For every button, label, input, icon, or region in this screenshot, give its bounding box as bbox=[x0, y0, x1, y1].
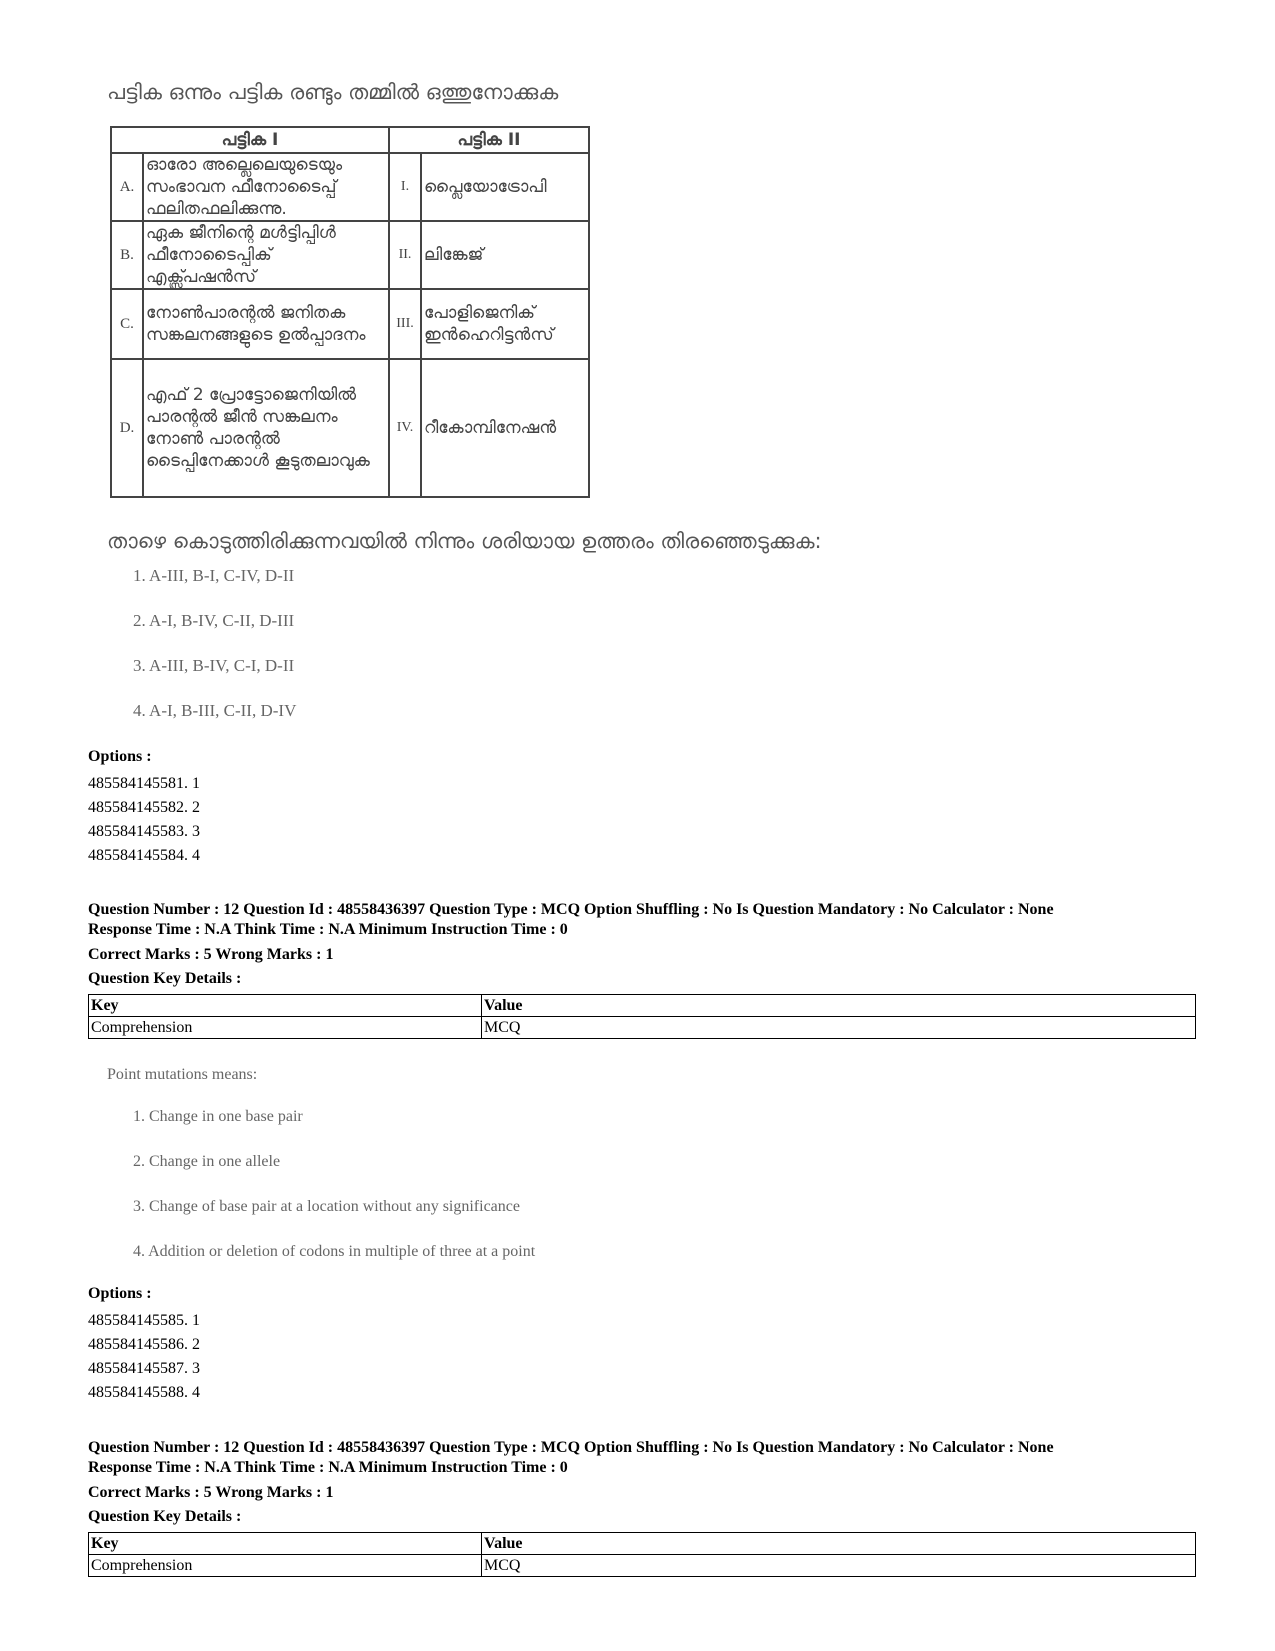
row-left-text: ഓരോ അല്ലെലെയുടെയും സംഭാവന ഫീനോടൈപ്പ് ഫലിതഫലിക്കുന്നു. bbox=[143, 153, 389, 221]
key-header: Key bbox=[89, 995, 482, 1017]
option-item: 485584145588. 4 bbox=[88, 1384, 200, 1401]
option-item: 485584145587. 3 bbox=[88, 1360, 200, 1377]
table-row bbox=[111, 289, 589, 359]
q2-options-label: Options : bbox=[88, 1285, 152, 1302]
match-table-header bbox=[111, 127, 589, 153]
row-letter: C. bbox=[111, 289, 143, 359]
q2-options bbox=[88, 1309, 200, 1405]
choice-item: 1. Change in one base pair bbox=[133, 1108, 303, 1125]
q2-key-details-label: Question Key Details : bbox=[88, 970, 242, 987]
row-roman: IV. bbox=[389, 359, 421, 497]
row-roman: III. bbox=[389, 289, 421, 359]
q1-options bbox=[88, 772, 200, 868]
choice-item: 3. A-III, B-IV, C-I, D-II bbox=[133, 656, 295, 675]
col1-header: പട്ടിക I bbox=[111, 127, 389, 153]
row-right-text: റീകോമ്പിനേഷൻ bbox=[421, 359, 589, 497]
key-cell: Comprehension bbox=[89, 1017, 482, 1039]
table-row bbox=[111, 359, 589, 497]
option-item: 485584145582. 2 bbox=[88, 799, 200, 816]
row-right-text: പോളിജെനിക് ഇൻഹെറിട്ടൻസ് bbox=[421, 289, 589, 359]
q2-key-table bbox=[88, 994, 1196, 1039]
row-letter: A. bbox=[111, 153, 143, 221]
option-item: 485584145583. 3 bbox=[88, 823, 200, 840]
key-table-header bbox=[89, 1533, 1196, 1555]
q1-instruction: താഴെ കൊടുത്തിരിക്കുന്നവയിൽ നിന്നും ശരിയായ ഉത്തരം തിരഞ്ഞെടുക്കുക: bbox=[107, 529, 822, 553]
q2-stem: Point mutations means: bbox=[107, 1066, 258, 1083]
row-roman: I. bbox=[389, 153, 421, 221]
q2-marks: Correct Marks : 5 Wrong Marks : 1 bbox=[88, 946, 334, 963]
q3-key-details-label: Question Key Details : bbox=[88, 1508, 242, 1525]
option-item: 485584145584. 4 bbox=[88, 847, 200, 864]
value-header: Value bbox=[482, 995, 1196, 1017]
row-right-text: പ്ലൈയോട്രോപി bbox=[421, 153, 589, 221]
row-roman: II. bbox=[389, 221, 421, 289]
match-table bbox=[110, 126, 590, 498]
col2-header: പട്ടിക II bbox=[389, 127, 589, 153]
row-left-text: ഏക ജീനിന്റെ മൾട്ടിപ്പിൾ ഫീനോടൈപ്പിക് എക്സ്പ്രഷൻസ് bbox=[143, 221, 389, 289]
key-header: Key bbox=[89, 1533, 482, 1555]
choice-item: 2. Change in one allele bbox=[133, 1153, 281, 1170]
table-row bbox=[111, 221, 589, 289]
q2-meta bbox=[88, 900, 1054, 940]
row-left-text: എഫ് 2 പ്രോട്ടോജെനിയിൽ പാരന്റൽ ജീൻ സങ്കലനം നോൺ പാരന്റൽ ടൈപ്പിനേക്കാൾ കൂടുതലാവുക bbox=[143, 359, 389, 497]
value-cell: MCQ bbox=[482, 1555, 1196, 1577]
table-row bbox=[111, 153, 589, 221]
choice-item: 3. Change of base pair at a location without any significance bbox=[133, 1198, 520, 1215]
q3-meta-line1: Question Number : 12 Question Id : 48558436397 Question Type : MCQ Option Shuffling : No Is Question Mandatory : No Calculator : None bbox=[88, 1439, 1054, 1456]
value-header: Value bbox=[482, 1533, 1196, 1555]
table-row bbox=[89, 1017, 1196, 1039]
q1-heading: പട്ടിക ഒന്നും പട്ടിക രണ്ടും തമ്മിൽ ഒത്തുനോക്കുക bbox=[107, 80, 559, 104]
q2-choices bbox=[133, 1108, 535, 1288]
row-letter: D. bbox=[111, 359, 143, 497]
choice-item: 4. Addition or deletion of codons in multiple of three at a point bbox=[133, 1243, 536, 1260]
choice-item: 1. A-III, B-I, C-IV, D-II bbox=[133, 566, 295, 585]
value-cell: MCQ bbox=[482, 1017, 1196, 1039]
key-table-header bbox=[89, 995, 1196, 1017]
q3-key-table bbox=[88, 1532, 1196, 1577]
row-right-text: ലിങ്കേജ് bbox=[421, 221, 589, 289]
q2-meta-line1: Question Number : 12 Question Id : 48558436397 Question Type : MCQ Option Shuffling : No Is Question Mandatory : No Calculator : None bbox=[88, 901, 1054, 918]
table-row bbox=[89, 1555, 1196, 1577]
option-item: 485584145581. 1 bbox=[88, 775, 200, 792]
q3-meta bbox=[88, 1438, 1054, 1478]
option-item: 485584145586. 2 bbox=[88, 1336, 200, 1353]
choice-item: 2. A-I, B-IV, C-II, D-III bbox=[133, 611, 295, 630]
q2-meta-line2: Response Time : N.A Think Time : N.A Minimum Instruction Time : 0 bbox=[88, 921, 568, 938]
q1-options-label: Options : bbox=[88, 748, 152, 765]
q3-marks: Correct Marks : 5 Wrong Marks : 1 bbox=[88, 1484, 334, 1501]
q1-choices bbox=[133, 566, 296, 746]
row-letter: B. bbox=[111, 221, 143, 289]
row-left-text: നോൺപാരന്റൽ ജനിതക സങ്കലനങ്ങളുടെ ഉൽപ്പാദനം bbox=[143, 289, 389, 359]
option-item: 485584145585. 1 bbox=[88, 1312, 200, 1329]
q3-meta-line2: Response Time : N.A Think Time : N.A Minimum Instruction Time : 0 bbox=[88, 1459, 568, 1476]
choice-item: 4. A-I, B-III, C-II, D-IV bbox=[133, 701, 297, 720]
key-cell: Comprehension bbox=[89, 1555, 482, 1577]
